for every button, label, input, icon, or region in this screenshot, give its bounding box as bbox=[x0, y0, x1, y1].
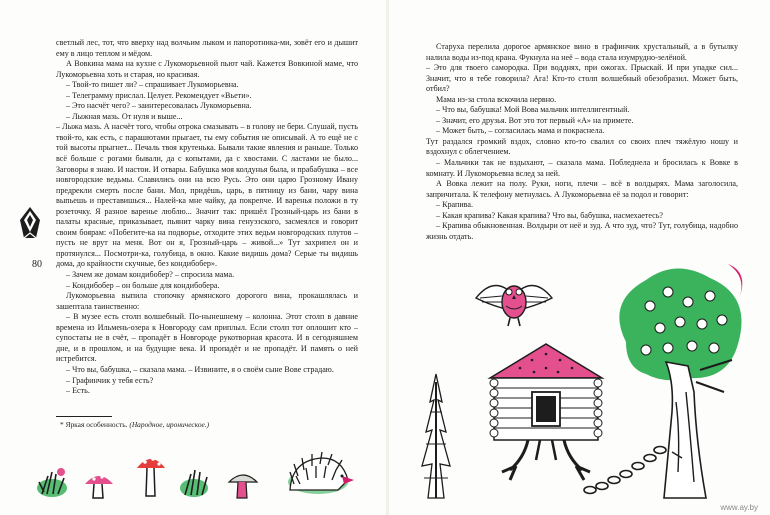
paragraph: – Какая крапива? Какая крапива? Что вы, бабушка, насмехаетесь? bbox=[436, 210, 664, 220]
owl-icon bbox=[472, 268, 556, 332]
paragraph: – Телеграмму прислал. Целует. Рекомендует «Вьети». bbox=[66, 90, 252, 100]
mushroom-icon bbox=[134, 452, 168, 500]
paragraph: – Мальчики так не вздыхают, – сказала мама. Побледнела и бросилась к Вовке в комнату. И Лукоморьевна вслед за ней. bbox=[426, 158, 738, 178]
grass-tuft-icon bbox=[34, 462, 70, 498]
paragraph: – Что вы, бабушка, – сказала мама. – Извините, я о своём сыне Вове страдаю. bbox=[66, 364, 334, 374]
chain-icon bbox=[584, 430, 674, 500]
paragraph: – Крапива. bbox=[436, 200, 473, 210]
arrowhead-ornament-icon bbox=[18, 206, 42, 240]
paragraph: Лукоморьевна выпила стопочку армянского дорогого вина, прокашлялась и зашептала таинственно: bbox=[56, 291, 358, 311]
paragraph: – Есть. bbox=[66, 386, 90, 396]
paragraph: – Может быть, – согласилась мама и покраснела. bbox=[436, 126, 605, 136]
paragraph: – Графинчик у тебя есть? bbox=[66, 375, 154, 385]
paragraph: А Вовка лежит на полу. Руки, ноги, плечи – всё в волдырях. Мама заголосила, запричитала. К телефону метнулась. А Лукоморьевна её за подол и говорит: bbox=[426, 179, 738, 199]
paragraph: – Что вы, бабушка! Мой Вова мальчик интеллигентный. bbox=[436, 105, 630, 115]
grass-tuft-icon bbox=[176, 462, 212, 498]
paragraph: – Лыжная мазь. От нуля и выше... bbox=[66, 111, 183, 121]
mushroom-icon bbox=[226, 468, 260, 500]
footnote-note: (Народное, ироническое.) bbox=[129, 420, 210, 429]
footnote-divider bbox=[56, 416, 112, 417]
paragraph: Старуха перелила дорогое армянское вино в графинчик хрустальный, а в бутылку налила воды из-под крана. Фукнула на неё – вода стала изумрудно-зелёной. bbox=[426, 42, 738, 62]
right-page bbox=[388, 0, 770, 515]
paragraph: – Кондибобер – он больше для кондибобера. bbox=[66, 280, 220, 290]
paragraph: – Крапива обыкновенная. Волдыри от неё и зуд. А что зуд, что? Тут, голубица, надобно жизнь отдать. bbox=[426, 221, 738, 241]
paragraph: светлый лес, тот, что вверху над волчьим лыком и папоротника-ми, зовёт его и дышит ему в лицо теплом и мёдом. bbox=[56, 38, 358, 58]
paragraph: Мама из-за стола вскочила нервно. bbox=[436, 94, 557, 104]
paragraph: – Это насчёт чего? – заинтересовалась Лукоморьевна. bbox=[66, 101, 252, 111]
paragraph: А Вовкина мама на кухне с Лукоморьевной пьют чай. Кажется Вовкиной маме, что Лукоморьевна хоть и старая, но красивая. bbox=[56, 59, 358, 79]
paragraph: Тут раздался громкий вздох, словно кто-то свалил со своих плеч тяжёлую ношу и вздохнул с облегчением. bbox=[426, 136, 738, 157]
fir-tree-icon bbox=[414, 372, 458, 502]
paragraph: – Значит, его друзья. Вот это тот первый «А» на примете. bbox=[436, 115, 634, 125]
paragraph: – Это для твоего самородка. При водднях, при ожогах. Прыскай. И при упадке сил... Значит, что я тебе говорила? Ага! Кто-то столп волшебный обезобразил. Может быть, отбил? bbox=[426, 63, 738, 94]
footnote bbox=[60, 420, 360, 429]
paragraph: – Твой-то пишет ли? – спрашивает Лукоморьевна. bbox=[66, 80, 239, 90]
footnote-marker: * bbox=[60, 420, 64, 429]
right-text-column bbox=[426, 42, 738, 242]
footnote-text: Яркая особенность. bbox=[65, 420, 128, 429]
watermark: www.ay.by bbox=[720, 503, 758, 512]
paragraph: – Зачем же домам кондибобер? – спросила мама. bbox=[66, 270, 235, 280]
paragraph: – В музее есть столп волшебный. По-нынешнему – колонна. Этот столп в давние времена из Ильмень-озера к Новгороду сам приплыл. Если столп тот оплошит кто – супостаты не в счёт, – пропадёт в Новгороде рукотворная красота. И в сегодняшнем дне, и в прошлом, и на будущие века. И пропадёт и не пропадёт. И память о ней истребится. bbox=[56, 312, 358, 364]
page-number: 80 bbox=[32, 259, 42, 270]
hedgehog-icon bbox=[282, 450, 358, 498]
left-text-column bbox=[56, 38, 358, 397]
mushroom-icon bbox=[82, 470, 116, 500]
paragraph: – Лыжа мазь. А насчёт того, чтобы отрока смазывать – в голову не бери. Слушай, пусть твой-то, как есть, с парашютами прыгает, ты ему события не описывай. А то ещё не с той высоты прыгнет... Печаль твоя крутенька. Бывали такие явления и раньше. Только всё больше с рогами бывали, да с копытами, да с хвостами. С ластами не было... Заговоры я знаю. И настои. И отвары. Бабушка моя колдунья была, и прабабушка – все новгородские ведьмы. Славились они на всю Русь. Это они царю Грозному Ивану предрекли смерть после бани. Мол, придёшь, царь, в пятницу из бани, чару вина выпьешь и преставишься... Налей-ка мне чайку, да покрепче. И варенья положи в ту розеточку. Я разное варенье люблю... Значит так: пришёл Грозный-царь из бани в палаты красные, приказывает, пьянит чарку вина генуэзского, засмеялся и говорит своим боярам: «Побегите-ка на подворье, отходите этих ведьм новгородских плутов – пусть не врут на меня. Вот он я, Грозный-царь – живой...» Тут захрипел он и протянулся... Посмотри-ка, голубица, в окно. Какие видишь дома? Серые ты видишь дома, до крайности скучные, без кондибобер». bbox=[56, 122, 358, 269]
